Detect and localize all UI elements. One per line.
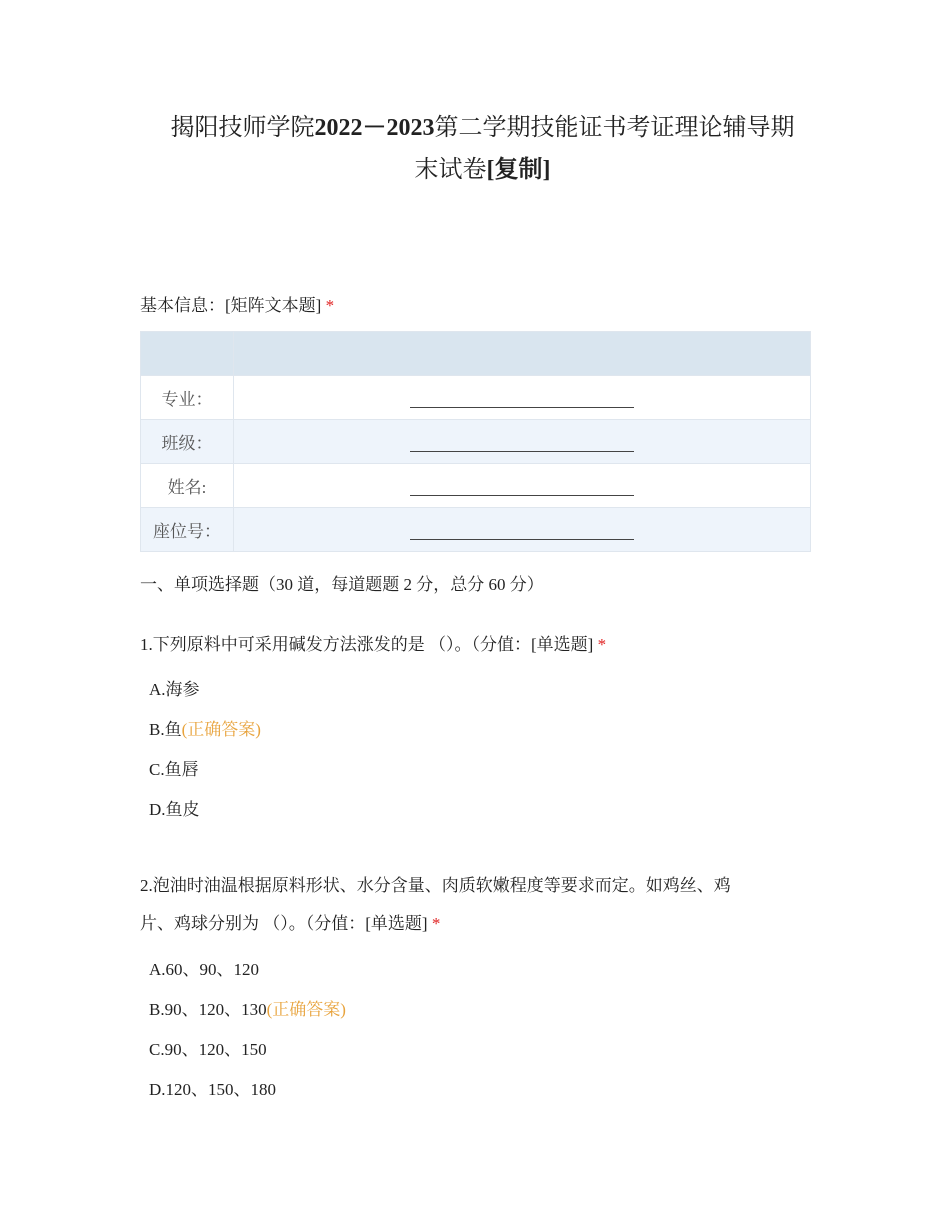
option-b[interactable] xyxy=(149,718,261,742)
question-1 xyxy=(140,626,800,664)
option-d[interactable] xyxy=(149,798,200,822)
class-input[interactable] xyxy=(234,420,811,464)
title-part2: 第二学期技能证书考证理论辅导期 xyxy=(434,115,795,141)
option-text: A.海参 xyxy=(149,680,200,699)
basic-info-table xyxy=(140,331,811,552)
option-c[interactable] xyxy=(149,1038,267,1062)
option-text: D.鱼皮 xyxy=(149,800,200,819)
table-header-cell xyxy=(234,332,811,376)
option-text: B.90、120、130 xyxy=(149,1000,267,1019)
option-text: A.60、90、120 xyxy=(149,960,260,979)
title-year: 2022－2023 xyxy=(314,115,435,141)
correct-answer-label: (正确答案) xyxy=(181,720,261,739)
row-label: 专业： xyxy=(141,376,234,420)
table-row xyxy=(141,376,811,420)
major-input[interactable] xyxy=(234,376,811,420)
option-b[interactable] xyxy=(149,998,346,1022)
blank-line xyxy=(410,519,634,540)
blank-line xyxy=(410,475,634,496)
blank-line xyxy=(410,387,634,408)
title-line2-a: 末试卷 xyxy=(414,157,487,183)
title-part1: 揭阳技师学院 xyxy=(170,115,315,141)
table-row xyxy=(141,508,811,552)
row-label: 班级： xyxy=(141,420,234,464)
option-a[interactable] xyxy=(149,958,259,982)
option-c[interactable] xyxy=(149,758,199,782)
required-mark: * xyxy=(325,296,335,315)
table-header-row xyxy=(141,332,811,376)
basic-info-text: 基本信息：[矩阵文本题] xyxy=(140,296,322,315)
option-a[interactable] xyxy=(149,678,200,702)
question-text-line2: 片、鸡球分别为 （）。（分值：[单选题] xyxy=(140,914,428,933)
table-header-cell xyxy=(141,332,234,376)
option-text: B.鱼 xyxy=(149,720,182,739)
required-mark: * xyxy=(597,635,607,654)
question-text: 1.下列原料中可采用碱发方法涨发的是 （）。（分值：[单选题] xyxy=(140,635,594,654)
page-title xyxy=(140,107,825,191)
table-row xyxy=(141,464,811,508)
option-text: D.120、150、180 xyxy=(149,1080,277,1099)
required-mark: * xyxy=(431,914,441,933)
seat-number-input[interactable] xyxy=(234,508,811,552)
option-text: C.90、120、150 xyxy=(149,1040,267,1059)
row-label: 座位号： xyxy=(141,508,234,552)
correct-answer-label: (正确答案) xyxy=(266,1000,346,1019)
option-text: C.鱼唇 xyxy=(149,760,199,779)
question-2 xyxy=(140,867,800,943)
option-d[interactable] xyxy=(149,1078,276,1102)
table-row xyxy=(141,420,811,464)
name-input[interactable] xyxy=(234,464,811,508)
row-label: 姓名: xyxy=(141,464,234,508)
section-heading: 一、单项选择题（30 道，每道题题 2 分，总分 60 分） xyxy=(140,575,544,594)
blank-line xyxy=(410,431,634,452)
title-line2-b: [复制] xyxy=(486,157,551,183)
basic-info-label xyxy=(140,294,334,318)
question-text-line1: 2.泡油时油温根据原料形状、水分含量、肉质软嫩程度等要求而定。如鸡丝、鸡 xyxy=(140,876,731,895)
